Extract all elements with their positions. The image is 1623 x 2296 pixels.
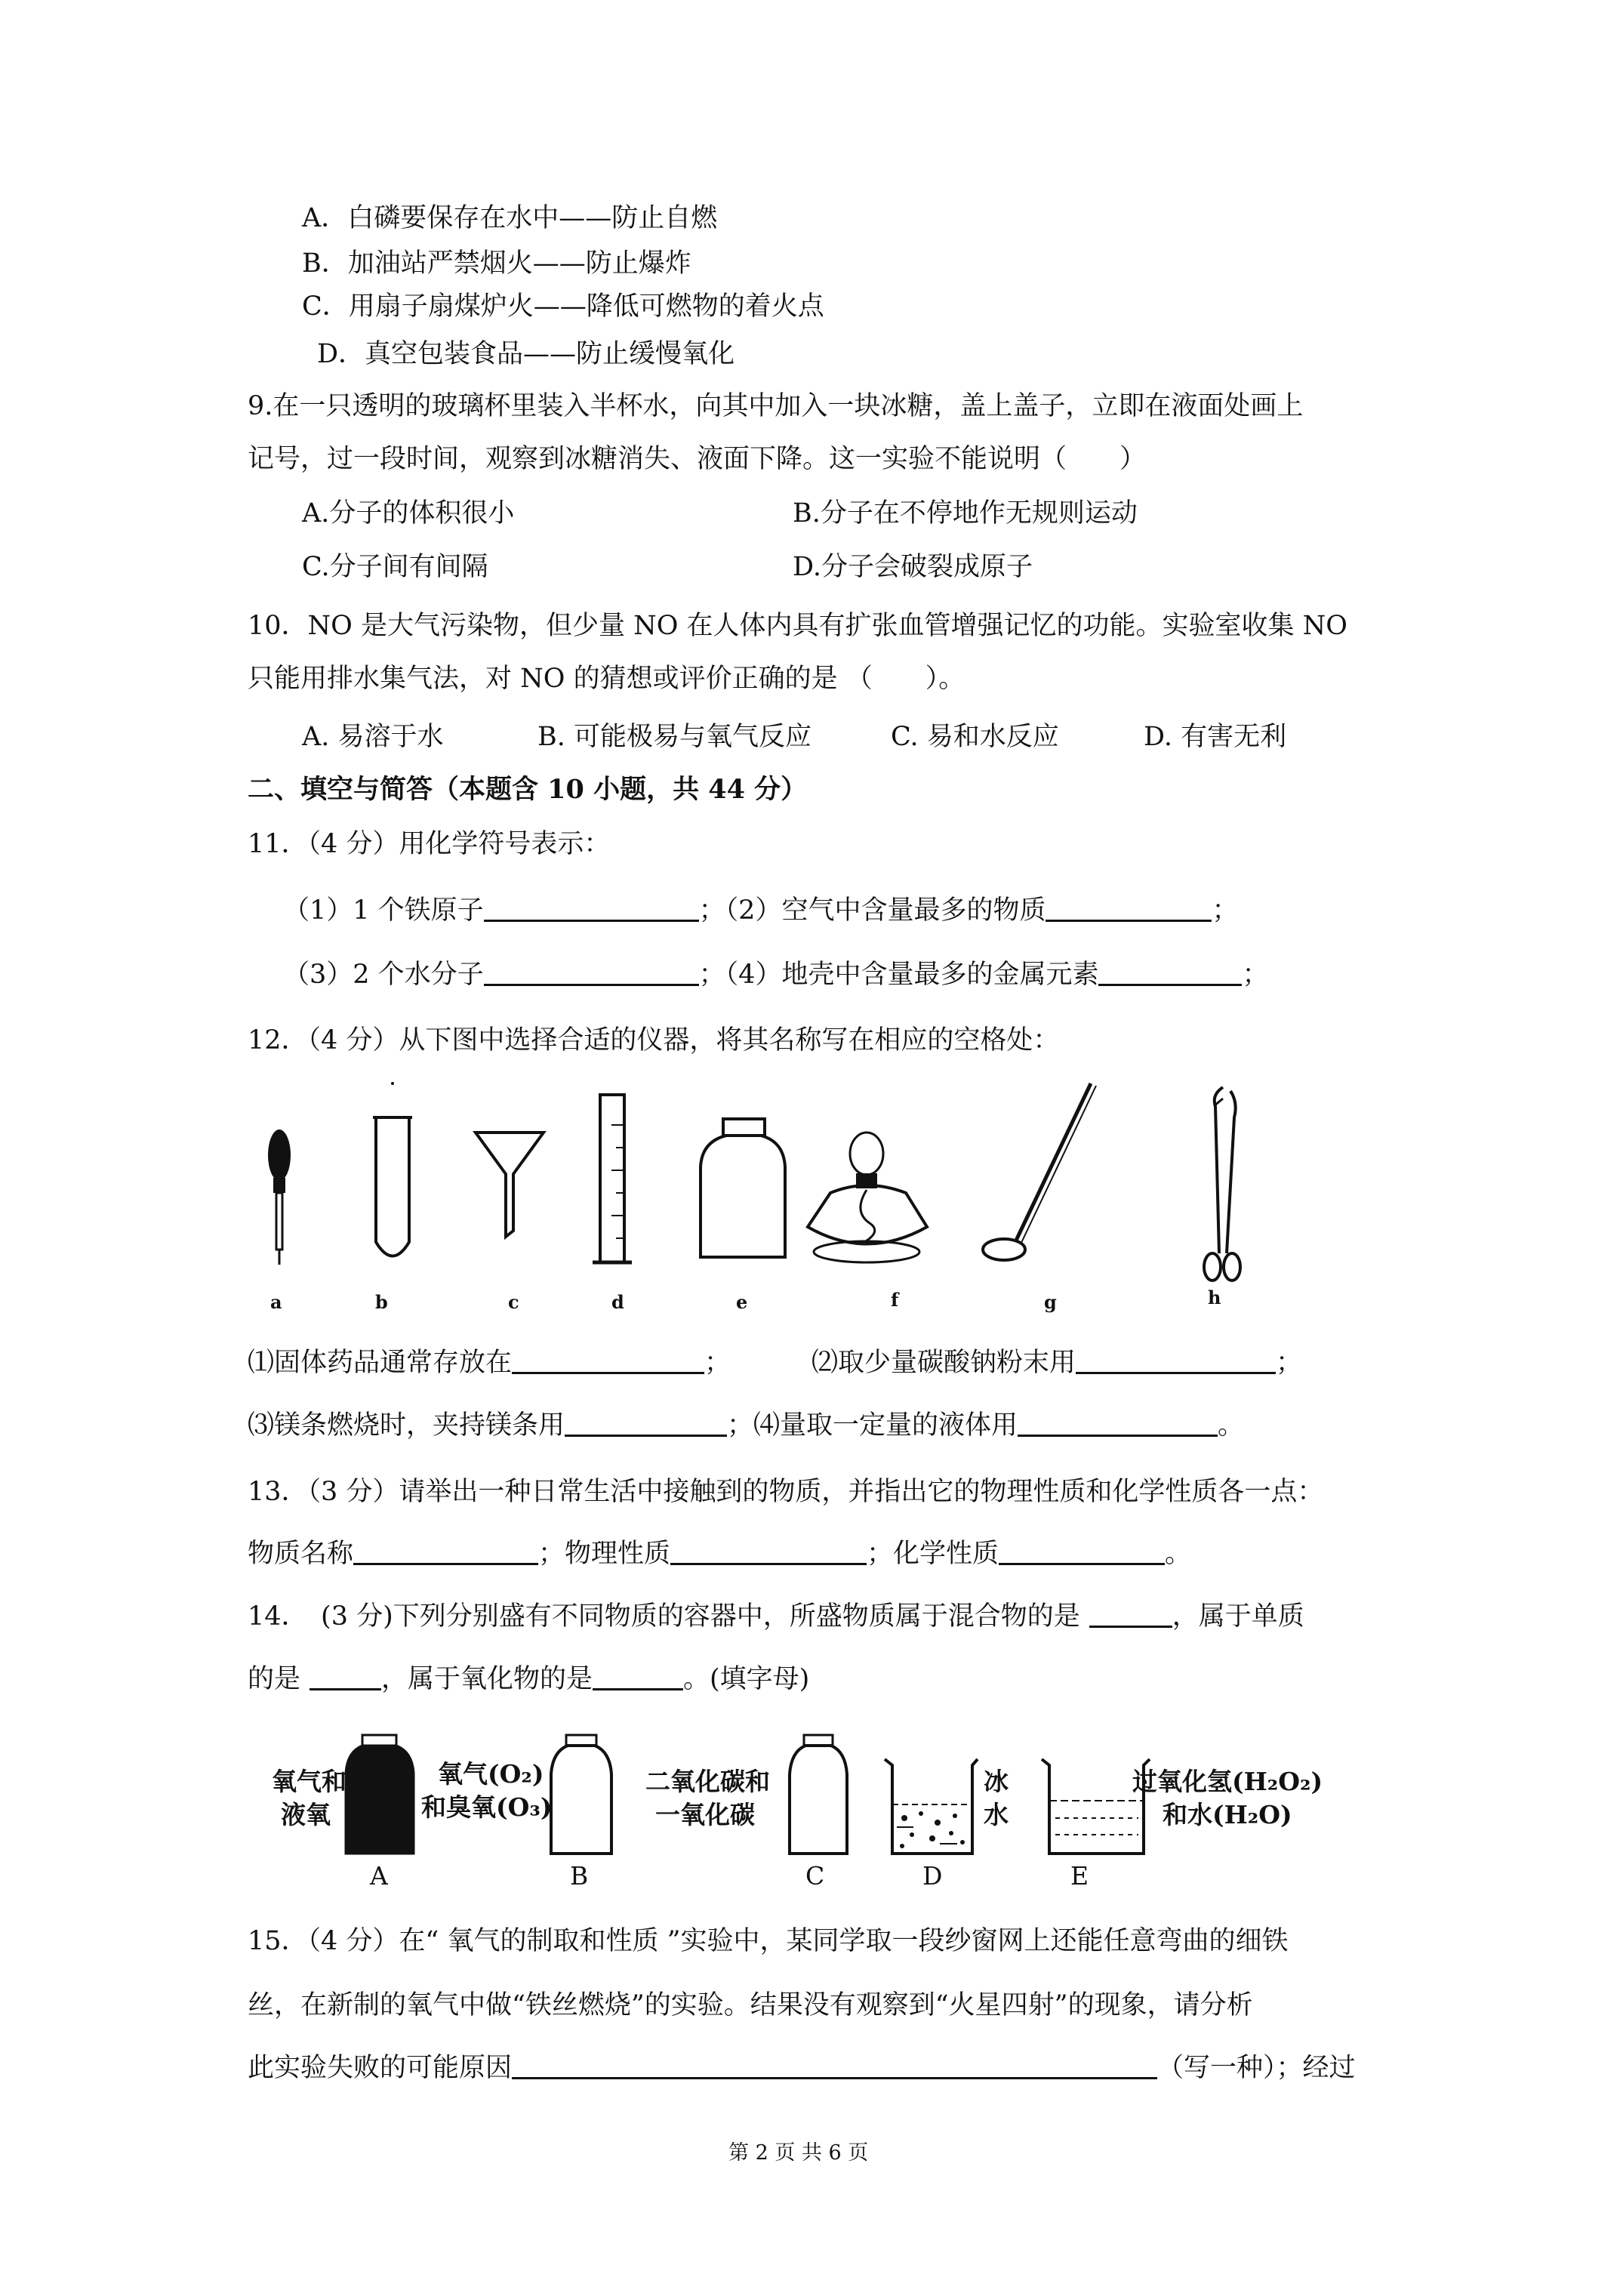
q10-stem-line2: 只能用排水集气法，对 NO 的猜想或评价正确的是 （ ）。: [248, 664, 965, 694]
container-a-label-2: 液氧: [281, 1800, 331, 1829]
container-e-label-1: 过氧化氢(H₂O₂): [1132, 1767, 1323, 1796]
q12-row2: [248, 1408, 1244, 1443]
container-d-label-1: 冰: [984, 1767, 1009, 1796]
apparatus-label-h: h: [1208, 1287, 1221, 1308]
q15-line3-text-a: 此实验失败的可能原因: [248, 2053, 513, 2083]
q13-phys-label: ；物理性质: [538, 1539, 671, 1569]
beaker-d-icon: [885, 1759, 978, 1854]
q10-option-b: B. 可能极易与氧气反应: [537, 722, 812, 752]
q12-semicolon-2: ；: [1276, 1348, 1303, 1378]
q9-option-b: B.分子在不停地作无规则运动: [793, 498, 1138, 529]
apparatus-label-c: c: [508, 1291, 519, 1313]
q12-period: 。: [1218, 1410, 1245, 1441]
measuring-cylinder-icon: [593, 1095, 632, 1262]
q11-semicolon-2: ；: [1242, 960, 1269, 990]
q13-name-label: 物质名称: [248, 1539, 354, 1569]
apparatus-label-e: e: [736, 1291, 748, 1313]
q14-line1: [248, 1599, 1304, 1634]
q11-row1: [283, 893, 1238, 928]
q12-row1b: [812, 1345, 1302, 1380]
apparatus-label-g: g: [1044, 1291, 1057, 1313]
q11-part3-label: （3）2 个水分子: [283, 960, 484, 990]
q11-answer-blank-2[interactable]: [1046, 894, 1212, 922]
q11-row2: [283, 957, 1268, 992]
q12-part4-label: ；⑷量取一定量的液体用: [727, 1410, 1018, 1441]
q12-answer-blank-4[interactable]: [1018, 1409, 1218, 1437]
container-letter-a: A: [370, 1861, 388, 1891]
q11-answer-blank-3[interactable]: [484, 958, 699, 986]
q11-stem: 11．（4 分）用化学符号表示：: [248, 829, 611, 859]
q9-option-c: C.分子间有间隔: [302, 552, 488, 582]
q14-line2: [248, 1662, 809, 1697]
apparatus-label-a: a: [270, 1291, 282, 1313]
q14-mixture-blank[interactable]: [1089, 1600, 1172, 1628]
container-e-label-2: 和水(H₂O): [1163, 1800, 1292, 1829]
apparatus-label-b: b: [375, 1291, 388, 1313]
crucible-tongs-icon: [1204, 1087, 1240, 1281]
q9-stem-line1: 9.在一只透明的玻璃杯里装入半杯水，向其中加入一块冰糖，盖上盖子，立即在液面处画上: [248, 391, 1304, 421]
q14-oxide-blank[interactable]: [593, 1663, 683, 1690]
q11-answer-blank-1[interactable]: [484, 894, 699, 922]
q14-line1-text-b: ，属于单质: [1172, 1601, 1304, 1632]
medicine-spoon-icon: [983, 1083, 1096, 1260]
q15-line3: [248, 2051, 1356, 2085]
q12-answer-blank-1[interactable]: [512, 1346, 704, 1374]
container-letter-b: B: [570, 1861, 589, 1891]
q11-part2-label: ；（2）空气中含量最多的物质: [698, 895, 1046, 926]
q10-option-a: A. 易溶于水: [302, 722, 444, 752]
container-b-label-2: 和臭氧(O₃): [421, 1792, 553, 1822]
q12-semicolon-1: ；: [704, 1348, 731, 1378]
q9-stem-line2: 记号，过一段时间，观察到冰糖消失、液面下降。这一实验不能说明（ ）: [248, 444, 1147, 474]
page-footer: 第 2 页 共 6 页: [728, 2141, 869, 2165]
q12-answer-blank-3[interactable]: [565, 1409, 727, 1437]
q10-option-d: D. 有害无利: [1144, 722, 1287, 752]
container-a-label-1: 氧气和: [272, 1767, 346, 1796]
q13-stem: 13．（3 分）请举出一种日常生活中接触到的物质，并指出它的物理性质和化学性质各一点：: [248, 1477, 1324, 1507]
q11-part4-label: ；（4）地壳中含量最多的金属元素: [698, 960, 1099, 990]
q13-name-blank[interactable]: [353, 1537, 538, 1565]
q11-answer-blank-4[interactable]: [1098, 958, 1242, 986]
q15-line3-text-b: （写一种）；经过: [1157, 2053, 1356, 2083]
q13-chem-label: ；化学性质: [867, 1539, 999, 1569]
q15-answer-blank[interactable]: [512, 2051, 1157, 2079]
container-letter-d: D: [922, 1861, 943, 1891]
container-d-label-2: 水: [984, 1800, 1009, 1829]
container-b-label-1: 氧气(O₂): [438, 1759, 544, 1789]
apparatus-label-f: f: [891, 1289, 899, 1311]
alcohol-lamp-icon: [808, 1133, 927, 1262]
q15-line2: 丝，在新制的氧气中做“铁丝燃烧”的实验。结果没有观察到“火星四射”的现象，请分析: [248, 1990, 1253, 2020]
container-c-label-1: 二氧化碳和: [645, 1767, 770, 1796]
section-2-title: 二、填空与简答（本题含 10 小题，共 44 分）: [248, 774, 808, 805]
q13-period: 。: [1165, 1539, 1192, 1569]
q15-line1: 15．（4 分）在“ 氧气的制取和性质 ”实验中，某同学取一段纱窗网上还能任意弯曲的细铁: [248, 1926, 1289, 1956]
q9-option-d: D.分子会破裂成原子: [793, 552, 1033, 582]
q12-stem: 12．（4 分）从下图中选择合适的仪器，将其名称写在相应的空格处：: [248, 1025, 1060, 1056]
dropper-icon: [268, 1130, 291, 1265]
q9-option-a: A.分子的体积很小: [302, 498, 515, 529]
q11-semicolon-1: ；: [1212, 895, 1239, 926]
q14-line2-text-a: 的是: [248, 1664, 301, 1694]
test-tube-icon: [373, 1082, 412, 1256]
q8-option-b: B．加油站严禁烟火——防止爆炸: [302, 248, 691, 279]
apparatus-label-d: d: [611, 1291, 624, 1313]
bottle-b-icon: [551, 1735, 611, 1854]
container-c-label-2: 一氧化碳: [655, 1800, 755, 1829]
q13-chem-blank[interactable]: [999, 1537, 1165, 1565]
container-letter-e: E: [1070, 1861, 1089, 1891]
funnel-icon: [476, 1133, 544, 1237]
q12-answer-blank-2[interactable]: [1076, 1346, 1276, 1374]
q12-apparatus-figure: [257, 1072, 1344, 1329]
container-letter-c: C: [805, 1861, 825, 1891]
q14-element-blank[interactable]: [310, 1663, 381, 1690]
q10-stem-line1: 10．NO 是大气污染物，但少量 NO 在人体内具有扩张血管增强记忆的功能。实验室收集 NO: [248, 611, 1347, 641]
q14-line2-text-c: 。(填字母): [683, 1664, 810, 1694]
q8-option-c: C．用扇子扇煤炉火——降低可燃物的着火点: [302, 291, 824, 322]
q13-phys-blank[interactable]: [670, 1537, 867, 1565]
q12-row1: [248, 1345, 731, 1380]
bottle-a-icon: [346, 1735, 414, 1854]
bottle-c-icon: [790, 1735, 847, 1854]
q14-line2-text-b: ，属于氧化物的是: [381, 1664, 593, 1694]
q14-line1-text-a: 14． (3 分)下列分别盛有不同物质的容器中，所盛物质属于混合物的是: [248, 1601, 1080, 1632]
q8-option-a: A．白磷要保存在水中——防止自燃: [302, 203, 718, 233]
q13-row: [248, 1536, 1191, 1571]
q12-part3-label: ⑶镁条燃烧时，夹持镁条用: [248, 1410, 565, 1441]
q12-part2-label: ⑵取少量碳酸钠粉末用: [812, 1348, 1076, 1378]
wide-mouth-bottle-icon: [701, 1119, 785, 1257]
q8-option-d: D．真空包装食品——防止缓慢氧化: [317, 339, 735, 369]
q12-part1-label: ⑴固体药品通常存放在: [248, 1348, 513, 1378]
q10-option-c: C. 易和水反应: [891, 722, 1059, 752]
q11-part1-label: （1）1 个铁原子: [283, 895, 484, 926]
